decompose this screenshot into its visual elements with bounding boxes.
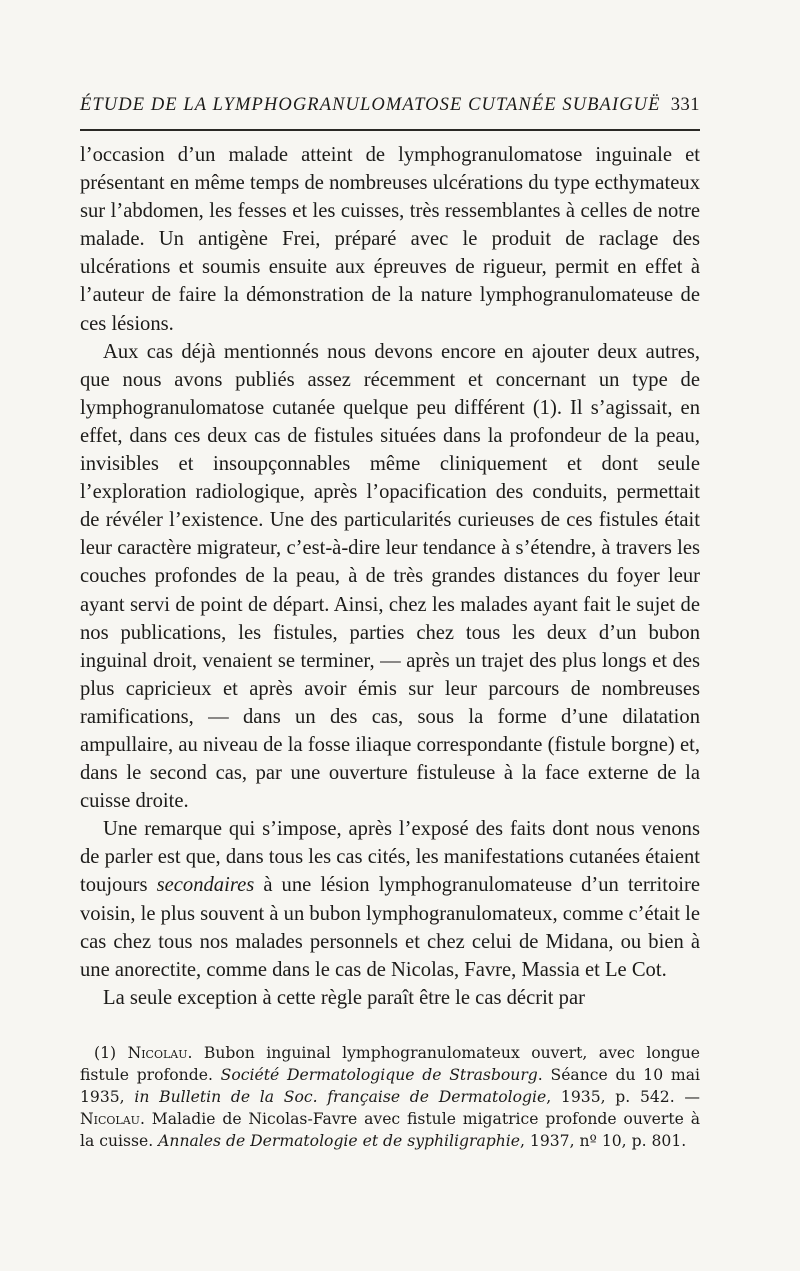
paragraph-3-text-b: à une lésion lymphogranulomateuse d’un territoire voisin, le plus souvent à un bubon lymphogranulomateux, comme c’était le cas chez tous nos malades personnels et chez celui de Midana, ou bien à une anorectite, comme dans le cas de Nicolas, Favre, Massia et Le Cot. bbox=[80, 874, 700, 981]
footnote-text-2: . Séance du 10 mai 1935, bbox=[80, 1065, 700, 1106]
footnote-author-1: Nicolau bbox=[127, 1043, 188, 1062]
paragraph-2: Aux cas déjà mentionnés nous devons encore en ajouter deux autres, que nous avons publiés assez récemment et concernant un type de lymphogranulomatose cutanée quelque peu différent (1). Il s’agissait, en effet, dans ces deux cas de fistules situées dans la profondeur de la peau, invisibles et insoupçonnables même cliniquement et dont seule l’exploration radiologique, après l’opacification des conduits, permettait de révéler l’existence. Une des particularités curieuses de ces fistules était leur caractère migrateur, c’est-à-dire leur tendance à s’étendre, à travers les couches profondes de la peau, à de très grandes distances du foyer leur ayant servi de point de départ. Ainsi, chez les malades ayant fait le sujet de nos publications, les fistules, parties chez tous les deux d’un bubon inguinal droit, venaient se terminer, — après un trajet des plus longs et des plus capricieux et après avoir émis sur leur parcours de nombreuses ramifications, — dans un des cas, sous la forme d’une dilatation ampullaire, au niveau de la fosse iliaque correspondante (fistule borgne) et, dans le second cas, par une ouverture fistuleuse à la face externe de la cuisse droite. bbox=[80, 340, 700, 813]
footnote-marker: (1) bbox=[94, 1043, 128, 1062]
footnotes bbox=[80, 1042, 700, 1152]
footnote-1 bbox=[80, 1042, 700, 1152]
footnote-text-5: , 1937, nº 10, p. 801. bbox=[520, 1131, 687, 1150]
footnote-author-2: Nicolau bbox=[80, 1109, 140, 1128]
footnote-text-4: . Maladie de Nicolas-Favre avec fistule migatrice profonde ouverte à la cuisse. bbox=[80, 1109, 700, 1150]
footnote-journal-1: Société Dermatologique de Strasbourg bbox=[220, 1065, 538, 1084]
footnote-journal-3: Annales de Dermatologie et de syphiligraphie bbox=[158, 1131, 520, 1150]
paragraph-4: La seule exception à cette règle paraît être le cas décrit par bbox=[103, 986, 585, 1009]
paragraph-3 bbox=[80, 815, 700, 984]
running-header bbox=[80, 95, 700, 123]
footnote-journal-2: in Bulletin de la Soc. française de Dermatologie bbox=[134, 1087, 547, 1106]
running-title: ÉTUDE DE LA LYMPHOGRANULOMATOSE CUTANÉE SUBAIGUË bbox=[80, 95, 661, 115]
page-number: 331 bbox=[670, 95, 700, 115]
page bbox=[80, 95, 700, 1152]
paragraph-3-text-a: Une remarque qui s’impose, après l’exposé des faits dont nous venons de parler est que, dans tous les cas cités, les manifestations cutanées étaient toujours bbox=[80, 818, 700, 897]
footnote-text-1: . Bubon inguinal lymphogranulomateux ouvert, avec longue fistule profonde. bbox=[80, 1043, 701, 1084]
footnote-text-3: , 1935, p. 542. — bbox=[546, 1087, 700, 1106]
paragraph-3-emphasis: secondaires bbox=[156, 874, 255, 897]
paragraph-1: l’occasion d’un malade atteint de lymphogranulomatose inguinale et présentant en même temps de nombreuses ulcérations du type ecthymateux sur l’abdomen, les fesses et les cuisses, très ressemblantes à celles de notre malade. Un antigène Frei, préparé avec le produit de raclage des ulcérations et soumis ensuite aux épreuves de rigueur, permit en effet à l’auteur de faire la démonstration de la nature lymphogranulomateuse de ces lésions. bbox=[80, 144, 700, 335]
body-text bbox=[80, 141, 700, 1012]
header-rule bbox=[80, 129, 700, 131]
